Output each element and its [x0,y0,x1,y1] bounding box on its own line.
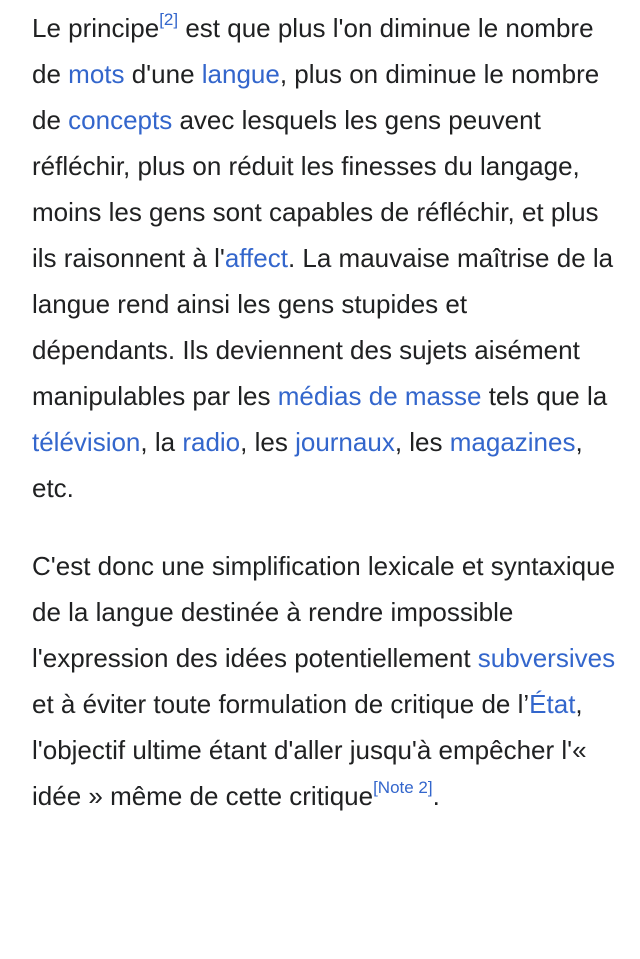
link-langue[interactable]: langue [201,59,280,89]
text-run: , plus on diminue le nombre de [32,59,600,135]
paragraph-simplification [32,543,616,819]
link-mots[interactable]: mots [68,59,125,89]
link-radio[interactable]: radio [182,427,241,457]
reference-link[interactable]: [Note 2] [373,778,433,798]
text-run: , les [240,427,296,457]
text-run: et à éviter toute formulation de critique de l’ [32,689,530,719]
paragraph-principle [32,5,616,511]
text-run: , les [394,427,450,457]
text-run: tels que la [481,381,608,411]
link-journaux[interactable]: journaux [295,427,395,457]
reference-link[interactable]: [2] [159,10,179,30]
text-run: avec lesquels les gens peuvent réfléchir, plus on réduit les finesses du langage, moins les gens sont capables de réfléchir, et plus ils raisonnent à l' [32,105,599,273]
text-run: , etc. [32,427,583,503]
text-run: est que plus l'on diminue le nombre de [32,13,594,89]
text-run: , la [140,427,183,457]
text-run: . [432,781,440,811]
text-run: Le principe [32,13,160,43]
text-run: d'une [124,59,202,89]
link-magazines[interactable]: magazines [449,427,576,457]
link-television[interactable]: télévision [32,427,141,457]
reference-note-2[interactable] [373,778,433,797]
link-subversives[interactable]: subversives [477,643,616,673]
text-run: . La mauvaise maîtrise de la langue rend ainsi les gens stupides et dépendants. Ils deviennent des sujets aisément manipulables par les [32,243,614,411]
link-medias-de-masse[interactable]: médias de masse [277,381,482,411]
link-etat[interactable]: État [529,689,576,719]
reference-2[interactable] [159,10,178,29]
text-run: C'est donc une simplification lexicale et syntaxique de la langue destinée à rendre impossible l'expression des idées potentiellement [32,551,616,673]
text-run: , l'objectif ultime étant d'aller jusqu'à empêcher l'« idée » même de cette critique [32,689,587,811]
link-affect[interactable]: affect [224,243,288,273]
link-concepts[interactable]: concepts [68,105,173,135]
